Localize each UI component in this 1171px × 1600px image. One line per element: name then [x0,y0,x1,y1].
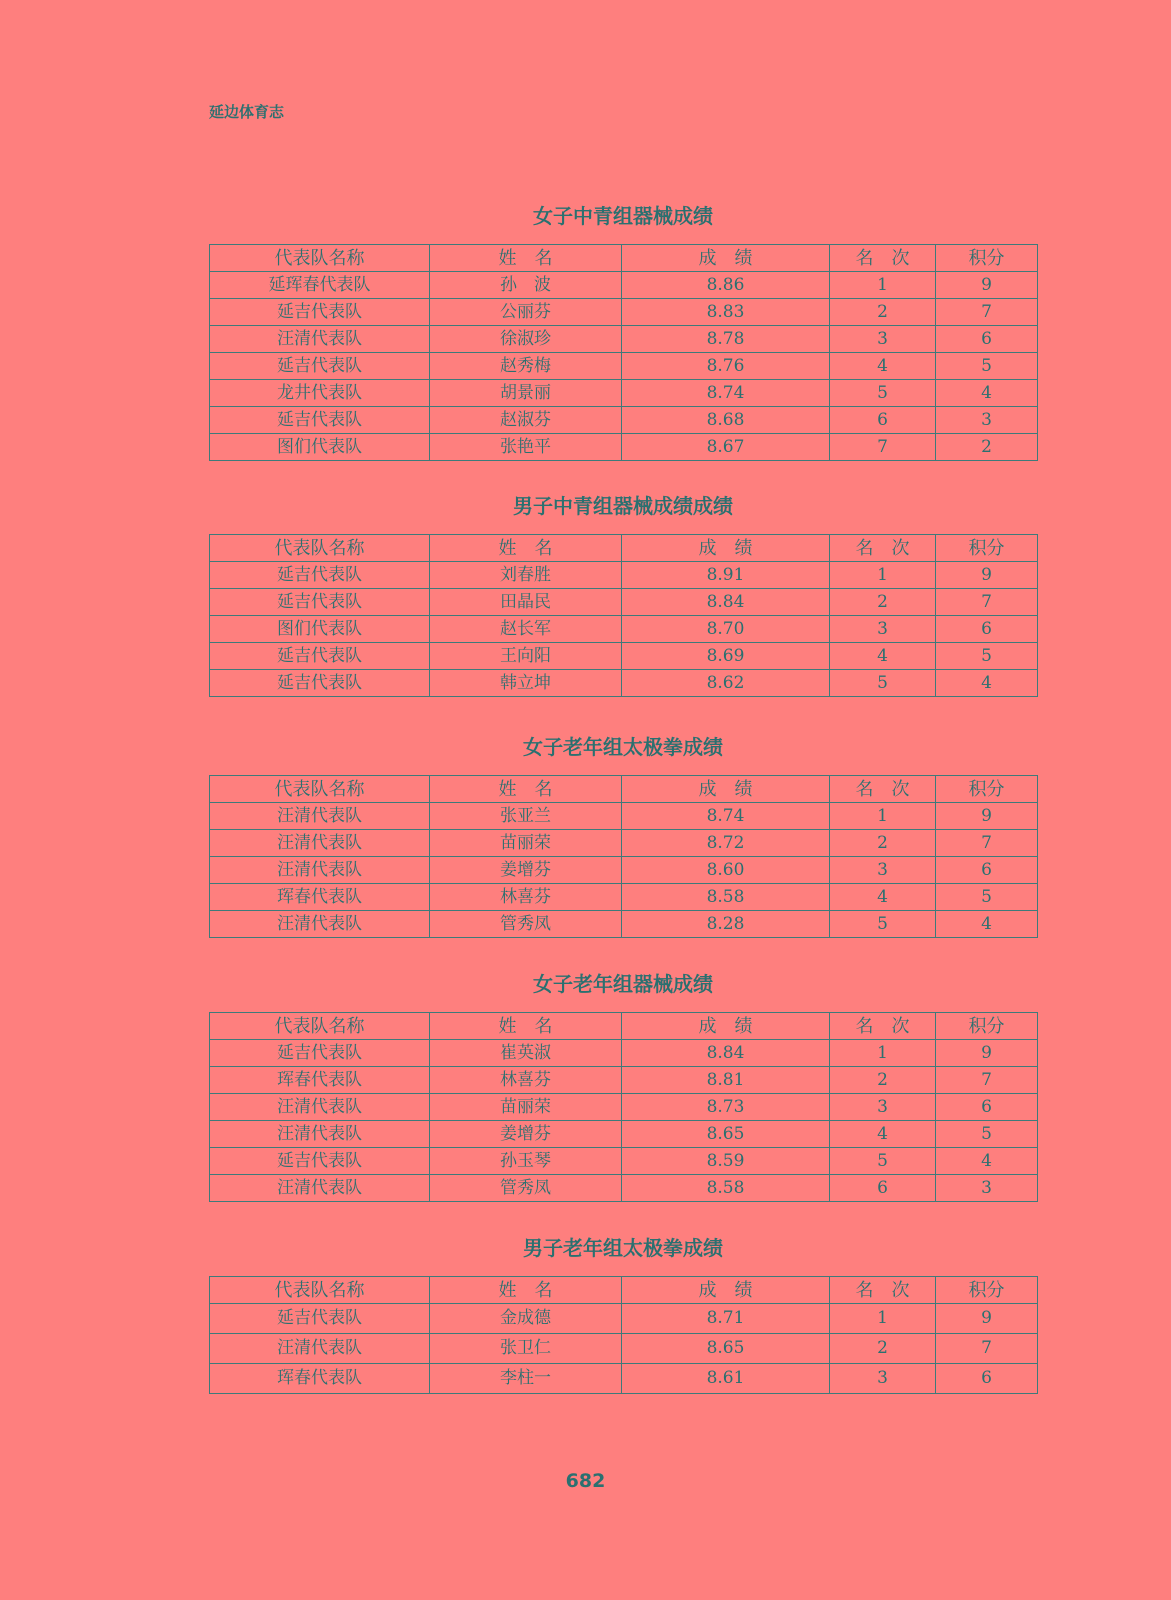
athlete-name-cell: 刘春胜 [430,562,622,589]
athlete-name-cell: 管秀凤 [430,911,622,938]
points-cell: 7 [936,830,1038,857]
team-name-cell: 延吉代表队 [210,407,430,434]
points-cell: 4 [936,1148,1038,1175]
points-cell: 6 [936,616,1038,643]
athlete-name-cell: 苗丽荣 [430,830,622,857]
rank-cell: 1 [830,1040,936,1067]
athlete-name-cell: 林喜芬 [430,884,622,911]
team-name-cell: 延吉代表队 [210,562,430,589]
column-header: 积分 [936,776,1038,803]
team-name-cell: 珲春代表队 [210,1067,430,1094]
athlete-name-cell: 姜增芬 [430,1121,622,1148]
section-title: 女子老年组器械成绩 [533,972,713,996]
rank-cell: 4 [830,643,936,670]
column-header: 积分 [936,535,1038,562]
table-row [210,1175,1038,1202]
team-name-cell: 汪清代表队 [210,857,430,884]
team-name-cell: 汪清代表队 [210,1094,430,1121]
team-name-cell: 珲春代表队 [210,1364,430,1394]
results-section-women-senior-taichi [209,734,1037,938]
rank-cell: 5 [830,380,936,407]
table-header-row [210,1277,1038,1304]
rank-cell: 1 [830,562,936,589]
team-name-cell: 延吉代表队 [210,1040,430,1067]
rank-cell: 5 [830,670,936,697]
team-name-cell: 汪清代表队 [210,1175,430,1202]
points-cell: 7 [936,299,1038,326]
table-row [210,1364,1038,1394]
team-name-cell: 延吉代表队 [210,1304,430,1334]
rank-cell: 3 [830,616,936,643]
section-title: 男子中青组器械成绩成绩 [513,494,733,518]
column-header: 名 次 [830,776,936,803]
score-cell: 8.74 [622,803,830,830]
athlete-name-cell: 孙 波 [430,272,622,299]
team-name-cell: 延吉代表队 [210,299,430,326]
score-cell: 8.70 [622,616,830,643]
points-cell: 4 [936,380,1038,407]
athlete-name-cell: 韩立坤 [430,670,622,697]
column-header: 成 绩 [622,1013,830,1040]
table-row [210,272,1038,299]
score-cell: 8.72 [622,830,830,857]
column-header: 代表队名称 [210,776,430,803]
rank-cell: 2 [830,830,936,857]
team-name-cell: 延吉代表队 [210,353,430,380]
score-cell: 8.74 [622,380,830,407]
column-header: 代表队名称 [210,1277,430,1304]
results-section-men-senior-taichi [209,1235,1037,1394]
points-cell: 7 [936,1067,1038,1094]
score-cell: 8.71 [622,1304,830,1334]
score-cell: 8.59 [622,1148,830,1175]
athlete-name-cell: 公丽芬 [430,299,622,326]
athlete-name-cell: 张卫仁 [430,1334,622,1364]
athlete-name-cell: 林喜芬 [430,1067,622,1094]
column-header: 名 次 [830,1277,936,1304]
score-cell: 8.65 [622,1334,830,1364]
points-cell: 5 [936,353,1038,380]
column-header: 成 绩 [622,1277,830,1304]
team-name-cell: 延吉代表队 [210,589,430,616]
rank-cell: 4 [830,884,936,911]
team-name-cell: 延吉代表队 [210,1148,430,1175]
score-cell: 8.84 [622,1040,830,1067]
table-row [210,670,1038,697]
column-header: 成 绩 [622,535,830,562]
rank-cell: 3 [830,326,936,353]
running-header: 延边体育志 [209,103,285,121]
points-cell: 3 [936,407,1038,434]
score-cell: 8.60 [622,857,830,884]
team-name-cell: 图们代表队 [210,434,430,461]
team-name-cell: 延吉代表队 [210,643,430,670]
score-cell: 8.68 [622,407,830,434]
table-row [210,1040,1038,1067]
team-name-cell: 延吉代表队 [210,670,430,697]
column-header: 姓 名 [430,1013,622,1040]
column-header: 积分 [936,245,1038,272]
rank-cell: 2 [830,589,936,616]
table-row [210,353,1038,380]
points-cell: 9 [936,562,1038,589]
team-name-cell: 汪清代表队 [210,1334,430,1364]
athlete-name-cell: 胡景丽 [430,380,622,407]
table-row [210,589,1038,616]
table-header-row [210,245,1038,272]
score-cell: 8.91 [622,562,830,589]
rank-cell: 6 [830,1175,936,1202]
points-cell: 2 [936,434,1038,461]
section-title: 男子老年组太极拳成绩 [523,1236,723,1260]
table-row [210,380,1038,407]
table-row [210,407,1038,434]
column-header: 姓 名 [430,535,622,562]
column-header: 名 次 [830,535,936,562]
table-row [210,884,1038,911]
athlete-name-cell: 李柱一 [430,1364,622,1394]
points-cell: 4 [936,670,1038,697]
rank-cell: 7 [830,434,936,461]
column-header: 名 次 [830,245,936,272]
athlete-name-cell: 孙玉琴 [430,1148,622,1175]
column-header: 名 次 [830,1013,936,1040]
table-row [210,1304,1038,1334]
team-name-cell: 龙井代表队 [210,380,430,407]
table-row [210,911,1038,938]
score-cell: 8.58 [622,884,830,911]
points-cell: 9 [936,1304,1038,1334]
results-table [209,775,1038,938]
score-cell: 8.81 [622,1067,830,1094]
column-header: 姓 名 [430,776,622,803]
score-cell: 8.28 [622,911,830,938]
table-row [210,803,1038,830]
points-cell: 5 [936,643,1038,670]
team-name-cell: 汪清代表队 [210,803,430,830]
athlete-name-cell: 王向阳 [430,643,622,670]
table-row [210,643,1038,670]
table-row [210,434,1038,461]
rank-cell: 2 [830,299,936,326]
points-cell: 5 [936,884,1038,911]
athlete-name-cell: 赵长军 [430,616,622,643]
team-name-cell: 汪清代表队 [210,911,430,938]
table-row [210,1121,1038,1148]
team-name-cell: 延珲春代表队 [210,272,430,299]
team-name-cell: 汪清代表队 [210,326,430,353]
team-name-cell: 汪清代表队 [210,830,430,857]
score-cell: 8.69 [622,643,830,670]
results-table [209,1012,1038,1202]
rank-cell: 4 [830,353,936,380]
points-cell: 9 [936,803,1038,830]
column-header: 姓 名 [430,245,622,272]
column-header: 姓 名 [430,1277,622,1304]
points-cell: 3 [936,1175,1038,1202]
section-title: 女子中青组器械成绩 [533,204,713,228]
score-cell: 8.61 [622,1364,830,1394]
table-row [210,830,1038,857]
athlete-name-cell: 张艳平 [430,434,622,461]
score-cell: 8.84 [622,589,830,616]
column-header: 积分 [936,1013,1038,1040]
rank-cell: 6 [830,407,936,434]
score-cell: 8.65 [622,1121,830,1148]
table-row [210,1067,1038,1094]
athlete-name-cell: 徐淑珍 [430,326,622,353]
athlete-name-cell: 崔英淑 [430,1040,622,1067]
table-row [210,1148,1038,1175]
score-cell: 8.86 [622,272,830,299]
results-section-men-youth-apparatus [209,493,1037,697]
section-title: 女子老年组太极拳成绩 [523,735,723,759]
team-name-cell: 图们代表队 [210,616,430,643]
column-header: 代表队名称 [210,245,430,272]
points-cell: 6 [936,1094,1038,1121]
table-row [210,857,1038,884]
rank-cell: 2 [830,1067,936,1094]
rank-cell: 2 [830,1334,936,1364]
athlete-name-cell: 赵秀梅 [430,353,622,380]
athlete-name-cell: 张亚兰 [430,803,622,830]
column-header: 成 绩 [622,245,830,272]
results-table [209,244,1038,461]
page-number: 682 [565,1470,606,1492]
athlete-name-cell: 苗丽荣 [430,1094,622,1121]
column-header: 积分 [936,1277,1038,1304]
points-cell: 9 [936,272,1038,299]
points-cell: 4 [936,911,1038,938]
table-header-row [210,776,1038,803]
results-table [209,1276,1038,1394]
table-row [210,326,1038,353]
points-cell: 6 [936,857,1038,884]
points-cell: 5 [936,1121,1038,1148]
column-header: 代表队名称 [210,1013,430,1040]
table-row [210,562,1038,589]
rank-cell: 4 [830,1121,936,1148]
table-row [210,299,1038,326]
table-header-row [210,1013,1038,1040]
rank-cell: 5 [830,911,936,938]
score-cell: 8.78 [622,326,830,353]
score-cell: 8.76 [622,353,830,380]
results-section-women-youth-apparatus [209,203,1037,461]
column-header: 代表队名称 [210,535,430,562]
rank-cell: 1 [830,272,936,299]
column-header: 成 绩 [622,776,830,803]
rank-cell: 1 [830,803,936,830]
table-row [210,1094,1038,1121]
table-header-row [210,535,1038,562]
rank-cell: 3 [830,1094,936,1121]
points-cell: 6 [936,1364,1038,1394]
athlete-name-cell: 金成德 [430,1304,622,1334]
points-cell: 6 [936,326,1038,353]
points-cell: 7 [936,589,1038,616]
score-cell: 8.62 [622,670,830,697]
rank-cell: 3 [830,1364,936,1394]
results-table [209,534,1038,697]
athlete-name-cell: 田晶民 [430,589,622,616]
rank-cell: 5 [830,1148,936,1175]
score-cell: 8.83 [622,299,830,326]
athlete-name-cell: 姜增芬 [430,857,622,884]
score-cell: 8.73 [622,1094,830,1121]
athlete-name-cell: 赵淑芬 [430,407,622,434]
points-cell: 9 [936,1040,1038,1067]
score-cell: 8.67 [622,434,830,461]
table-row [210,616,1038,643]
table-row [210,1334,1038,1364]
rank-cell: 3 [830,857,936,884]
points-cell: 7 [936,1334,1038,1364]
athlete-name-cell: 管秀凤 [430,1175,622,1202]
rank-cell: 1 [830,1304,936,1334]
results-section-women-senior-apparatus [209,971,1037,1202]
score-cell: 8.58 [622,1175,830,1202]
team-name-cell: 汪清代表队 [210,1121,430,1148]
team-name-cell: 珲春代表队 [210,884,430,911]
